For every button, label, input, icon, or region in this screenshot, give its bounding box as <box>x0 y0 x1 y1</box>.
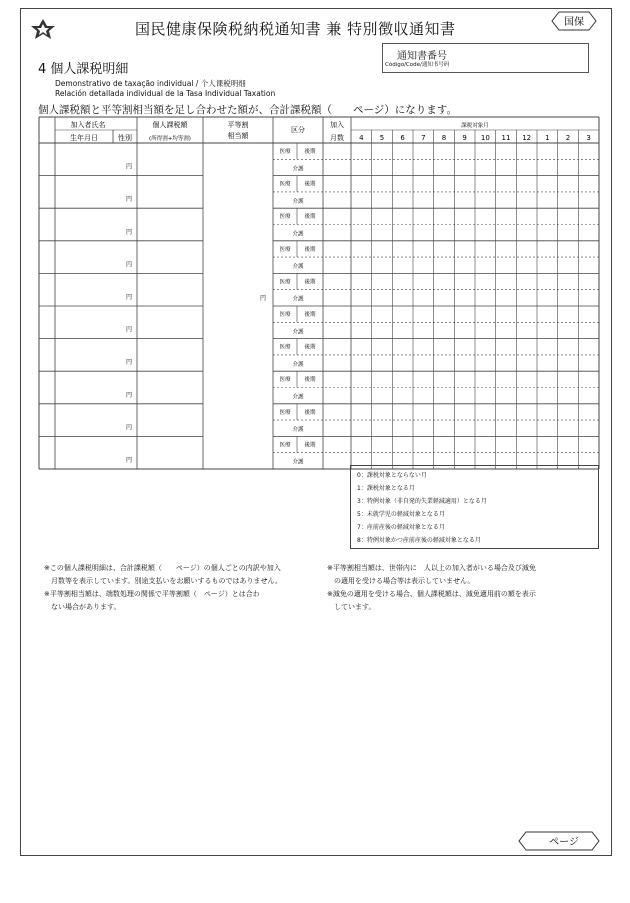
note-right-line: しています。 <box>327 603 376 611</box>
header-tax-detail: (所得割+均等割) <box>149 136 191 142</box>
row-later-label: 後期 <box>304 377 316 384</box>
yen-label: 円 <box>125 294 132 301</box>
header-category: 区分 <box>291 126 305 134</box>
code-item: 7：産前産後の軽減対象となる月 <box>357 524 445 531</box>
document-title: 国民健康保険税納税通知書 兼 特別徴収通知書 <box>135 20 456 38</box>
page-tag <box>518 831 600 851</box>
month-label: 10 <box>480 134 490 142</box>
row-later-label: 後期 <box>304 442 316 449</box>
header-target-months: 課税対象月 <box>461 123 489 129</box>
kokuho-tag-label: 国保 <box>564 17 584 28</box>
row-later-label: 後期 <box>304 312 316 318</box>
header-equal-sub: 相当額 <box>227 132 249 140</box>
row-care-label: 介護 <box>292 459 304 466</box>
row-medical-label: 医療 <box>279 442 291 449</box>
page-tag-label: ページ <box>549 837 579 848</box>
yen-label: 円 <box>125 261 132 269</box>
note-right-line: ※平等割相当額は、世帯内に 人以上の加入者がいる場合及び減免 <box>327 564 536 572</box>
notice-number-label: 通知書番号 <box>397 51 447 62</box>
yen-label: 円 <box>125 326 132 334</box>
note-left-line: ない場合があります。 <box>44 603 121 611</box>
month-label: 9 <box>462 134 467 142</box>
month-label: 3 <box>586 134 591 142</box>
code-item: 1：課税対象となる月 <box>357 485 415 492</box>
lead-text: 個人課税額と平等割相当額を足し合わせた額が、合計課税額（ ページ）になります。 <box>38 104 457 116</box>
month-label: 12 <box>522 134 532 142</box>
section-subtitle-pt: Demonstrativo de taxação individual / 个人课税明细 <box>55 79 246 88</box>
code-item: 3：特例対象（非自発的失業軽減適用）となる月 <box>357 498 487 505</box>
row-care-label: 介護 <box>292 231 304 238</box>
row-medical-label: 医療 <box>279 312 291 318</box>
row-medical-label: 医療 <box>279 279 291 286</box>
row-later-label: 後期 <box>304 279 316 286</box>
section-title: 4 個人課税明細 <box>38 62 129 77</box>
row-medical-label: 医療 <box>279 409 291 416</box>
row-medical-label: 医療 <box>279 181 291 188</box>
row-care-label: 介護 <box>292 427 304 434</box>
header-tax: 個人課税額 <box>152 121 188 129</box>
month-label: 5 <box>379 134 385 142</box>
row-care-label: 介護 <box>292 361 304 368</box>
row-later-label: 後期 <box>304 344 316 351</box>
month-label: 6 <box>400 134 405 142</box>
row-later-label: 後期 <box>304 246 316 253</box>
note-left-line: ※平等割相当額は、端数処理の関係で平等割額（ ページ）とは合わ <box>44 590 260 598</box>
row-later-label: 後期 <box>304 149 316 155</box>
row-care-label: 介護 <box>292 264 304 271</box>
header-months-sub: 月数 <box>330 134 344 142</box>
note-right-line: ※減免の適用を受ける場合、個人課税額は、減免適用前の額を表示 <box>327 590 536 598</box>
code-legend-box <box>350 465 599 549</box>
yen-label: 円 <box>125 359 132 367</box>
month-label: 11 <box>501 134 511 142</box>
header-gender: 性別 <box>118 134 132 142</box>
row-care-label: 介護 <box>292 198 304 205</box>
row-care-label: 介護 <box>292 329 304 336</box>
yen-label: 円 <box>125 196 132 204</box>
note-left-line: ※この個人課税明細は、合計課税額（ ページ）の個人ごとの内訳や加入 <box>44 564 281 572</box>
note-right-line: の適用を受ける場合等は表示していません。 <box>327 577 475 585</box>
header-name: 加入者氏名 <box>70 121 106 129</box>
month-label: 4 <box>359 134 364 142</box>
header-months: 加入 <box>330 121 344 129</box>
month-label: 8 <box>441 134 447 142</box>
row-medical-label: 医療 <box>279 214 291 221</box>
row-care-label: 介護 <box>292 296 304 303</box>
header-equal: 平等割 <box>227 121 249 129</box>
notice-number-sublabel: Código/Code/通知书号码 <box>385 62 450 68</box>
row-medical-label: 医療 <box>279 344 291 351</box>
equal-share-yen: 円 <box>259 295 266 302</box>
yen-label: 円 <box>125 163 132 171</box>
row-care-label: 介護 <box>292 394 304 401</box>
code-item: 0：課税対象とならない月 <box>357 472 427 479</box>
note-left-line: 月数等を表示しています。別途支払いをお願いするものではありません。 <box>44 577 282 585</box>
month-label: 2 <box>565 134 571 142</box>
header-birthdate: 生年月日 <box>70 134 98 142</box>
month-label: 7 <box>421 134 426 142</box>
yen-label: 円 <box>125 228 132 236</box>
row-later-label: 後期 <box>304 181 316 188</box>
row-medical-label: 医療 <box>279 246 291 253</box>
code-item: 8：特例対象かつ産前産後の軽減対象となる月 <box>357 537 481 544</box>
row-later-label: 後期 <box>304 214 316 221</box>
yen-label: 円 <box>125 457 132 464</box>
row-medical-label: 医療 <box>279 377 291 384</box>
yen-label: 円 <box>125 424 132 432</box>
yen-label: 円 <box>125 391 132 399</box>
month-label: 1 <box>545 134 550 142</box>
row-care-label: 介護 <box>292 166 304 173</box>
row-later-label: 後期 <box>304 409 316 416</box>
row-medical-label: 医療 <box>279 149 291 155</box>
code-item: 5：未就学児の軽減対象となる月 <box>357 511 445 518</box>
section-subtitle-es: Relación detallada individual de la Tasa Individual Taxation <box>55 89 276 98</box>
